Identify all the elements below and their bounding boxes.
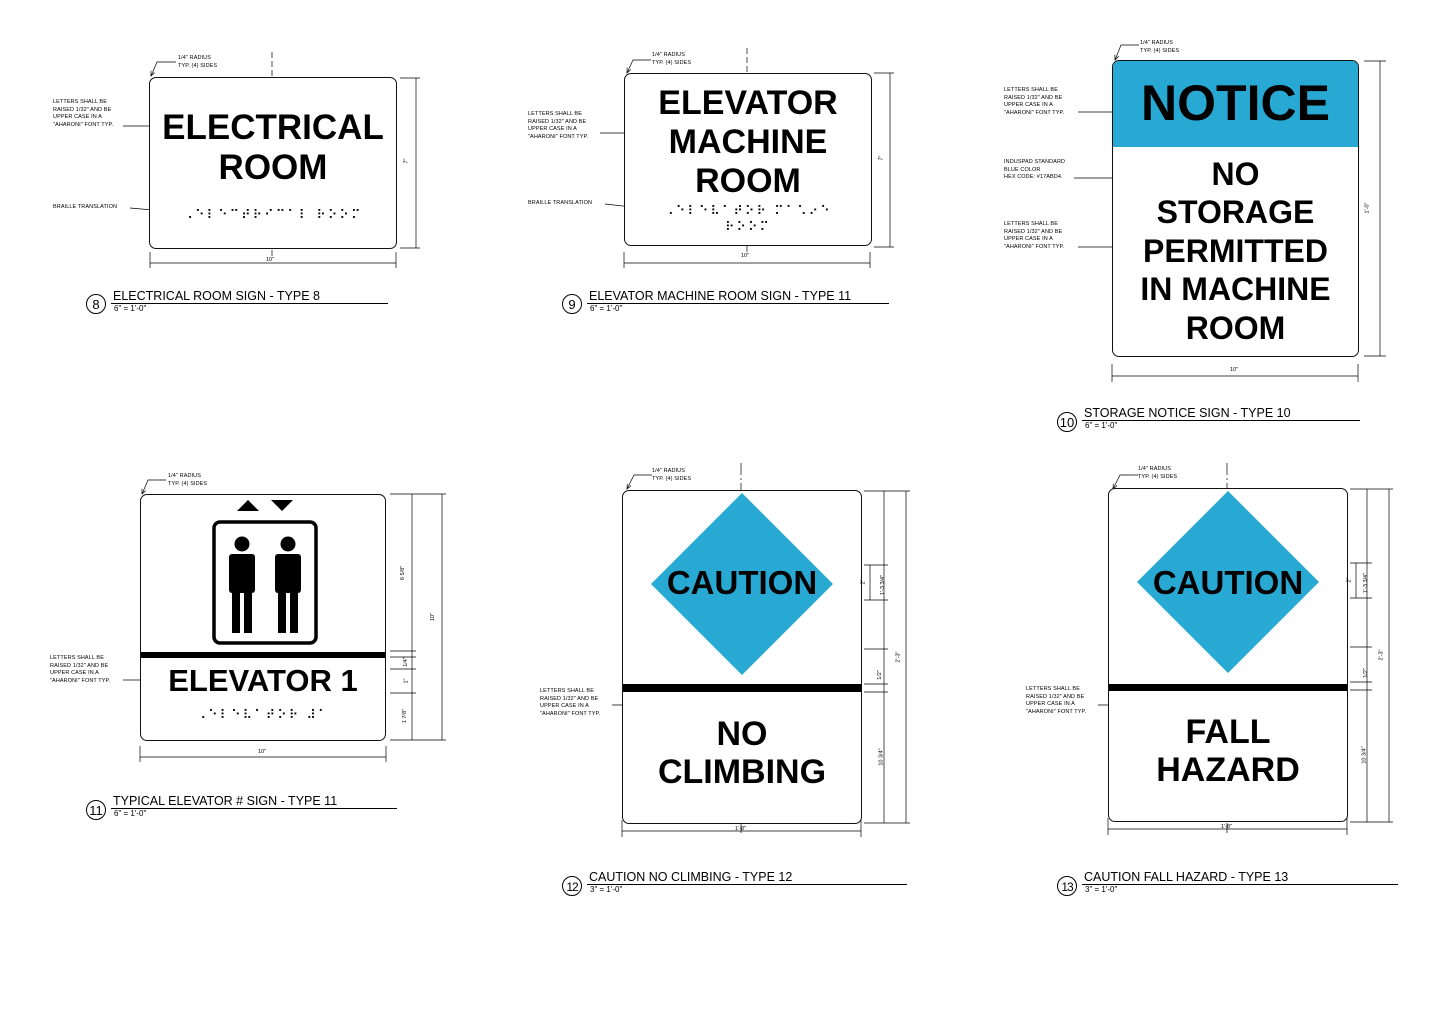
detail-title: STORAGE NOTICE SIGN - TYPE 10 <box>1084 406 1291 420</box>
diamond-text: CAUTION <box>666 564 818 601</box>
notice-header-text: NOTICE <box>1141 75 1330 131</box>
dim-top: 6 5/8" <box>400 565 407 581</box>
letters-note: LETTERS SHALL BE RAISED 1/32" AND BE UPPER CASE IN A "AHARONI" FONT TYP. <box>1004 87 1065 116</box>
detail-number: 11 <box>86 800 106 820</box>
detail-scale: 6" = 1'-0" <box>1085 421 1118 430</box>
storage-notice-sign <box>1112 60 1359 357</box>
dim-height: 7" <box>878 155 885 161</box>
dim-top: 1'-3 3/4" <box>880 574 887 596</box>
braille-text: ⠠⠑⠇⠑⠧⠁⠞⠕⠗ ⠼⠁ <box>196 708 330 723</box>
letters-note: LETTERS SHALL BE RAISED 1/32" AND BE UPPER CASE IN A "AHARONI" FONT TYP. <box>540 688 601 717</box>
dim-width: 10" <box>741 253 750 259</box>
letters-note: LETTERS SHALL BE RAISED 1/32" AND BE UPPER CASE IN A "AHARONI" FONT TYP. <box>53 99 114 128</box>
sign-text: ELEVATOR 1 <box>168 663 358 698</box>
braille-note: BRAILLE TRANSLATION <box>528 200 593 206</box>
dim-bottom: 1 7/8" <box>402 708 409 724</box>
diamond-text: CAUTION <box>1152 564 1304 601</box>
leader-radius-8 <box>151 62 176 76</box>
title-underline <box>111 808 397 809</box>
title-underline <box>1082 420 1360 421</box>
radius-note: 1/4" RADIUS TYP. (4) SIDES <box>652 468 692 482</box>
braille-text: ⠠⠑⠇⠑⠉⠞⠗⠊⠉⠁⠇ ⠗⠕⠕⠍ <box>183 208 363 223</box>
caution-fall-hazard-sign <box>1108 488 1348 822</box>
dim-height: 2'-3" <box>1378 649 1385 661</box>
letters-note: LETTERS SHALL BE RAISED 1/32" AND BE UPPER CASE IN A "AHARONI" FONT TYP. <box>1026 686 1087 715</box>
radius-note: 1/4" RADIUS TYP. (4) SIDES <box>168 473 208 487</box>
detail-scale: 6" = 1'-0" <box>114 809 147 818</box>
dim-bar: 1/2" <box>876 670 883 680</box>
dim-height: 10" <box>430 612 437 622</box>
dim-height: 1'-0" <box>1364 202 1371 214</box>
divider-bar <box>1109 684 1347 691</box>
elevator-pictogram-icon <box>141 495 386 655</box>
radius-note: 1/4" RADIUS TYP. (4) SIDES <box>652 52 692 66</box>
sign-text: ELECTRICAL ROOM <box>162 108 384 187</box>
divider-bar <box>141 652 385 658</box>
radius-note: 1/4" RADIUS TYP. (4) SIDES <box>178 55 218 69</box>
detail-number: 12 <box>562 876 582 896</box>
sign-text: NO CLIMBING <box>657 715 827 792</box>
detail-number: 13 <box>1057 876 1077 896</box>
blue-color-note: INDUSPAD STANDARD BLUE COLOR HEX CODE: #17ABD4. <box>1004 159 1066 180</box>
detail-scale: 6" = 1'-0" <box>114 304 147 313</box>
title-underline <box>587 884 907 885</box>
dim-text: 1" <box>403 678 410 684</box>
detail-number: 8 <box>86 294 106 314</box>
dim-width: 10" <box>266 257 275 263</box>
detail-title: CAUTION FALL HAZARD - TYPE 13 <box>1084 870 1289 884</box>
detail-number: 9 <box>562 294 582 314</box>
detail-title: ELECTRICAL ROOM SIGN - TYPE 8 <box>113 289 320 303</box>
dim-bottom: 10 3/4" <box>1361 746 1368 764</box>
dim-width: 10" <box>1230 367 1239 373</box>
title-underline <box>111 303 388 304</box>
title-underline <box>1082 884 1398 885</box>
detail-scale: 3" = 1'-0" <box>590 885 623 894</box>
dim-width: 1'-8" <box>735 826 746 832</box>
elevator-machine-room-sign <box>624 73 872 246</box>
dim-bar: 1/4" <box>402 657 409 667</box>
elevator-number-sign <box>140 494 386 741</box>
sign-text: ELEVATOR MACHINE ROOM <box>658 84 838 201</box>
detail-title: ELEVATOR MACHINE ROOM SIGN - TYPE 11 <box>589 289 852 303</box>
braille-text: ⠠⠑⠇⠑⠧⠁⠞⠕⠗ ⠍⠁⠡⠔⠑ ⠗⠕⠕⠍ <box>664 204 832 235</box>
dim-height: 2'-3" <box>895 651 902 663</box>
dim-width: 1'-8" <box>1221 824 1232 830</box>
electrical-room-sign <box>149 77 397 249</box>
dim-height: 7" <box>403 158 410 164</box>
divider-bar <box>623 684 861 692</box>
letters-note: LETTERS SHALL BE RAISED 1/32" AND BE UPPER CASE IN A "AHARONI" FONT TYP. <box>528 111 589 140</box>
dim-top: 1'-3 3/4" <box>1363 572 1370 594</box>
sign-text: NO STORAGE PERMITTED IN MACHINE ROOM <box>1140 156 1331 346</box>
detail-title: CAUTION NO CLIMBING - TYPE 12 <box>589 870 793 884</box>
letters-note: LETTERS SHALL BE RAISED 1/32" AND BE UPPER CASE IN A "AHARONI" FONT TYP. <box>50 655 111 684</box>
radius-note: 1/4" RADIUS TYP. (4) SIDES <box>1138 466 1178 480</box>
braille-note: BRAILLE TRANSLATION <box>53 204 118 210</box>
title-underline <box>587 303 889 304</box>
sign-text: FALL HAZARD <box>1156 713 1300 790</box>
letters-note: LETTERS SHALL BE RAISED 1/32" AND BE UPPER CASE IN A "AHARONI" FONT TYP. <box>1004 221 1065 250</box>
dim-small: 2" <box>860 579 867 585</box>
detail-number: 10 <box>1057 412 1077 432</box>
dim-bar: 1/2" <box>1362 668 1369 678</box>
detail-scale: 6" = 1'-0" <box>590 304 623 313</box>
dim-width: 10" <box>258 749 267 755</box>
radius-note: 1/4" RADIUS TYP. (4) SIDES <box>1140 40 1180 54</box>
dim-small: 2" <box>1346 577 1353 583</box>
caution-no-climbing-sign <box>622 490 862 824</box>
dim-bottom: 10 3/4" <box>878 748 885 766</box>
detail-title: TYPICAL ELEVATOR # SIGN - TYPE 11 <box>113 794 338 808</box>
detail-scale: 3" = 1'-0" <box>1085 885 1118 894</box>
